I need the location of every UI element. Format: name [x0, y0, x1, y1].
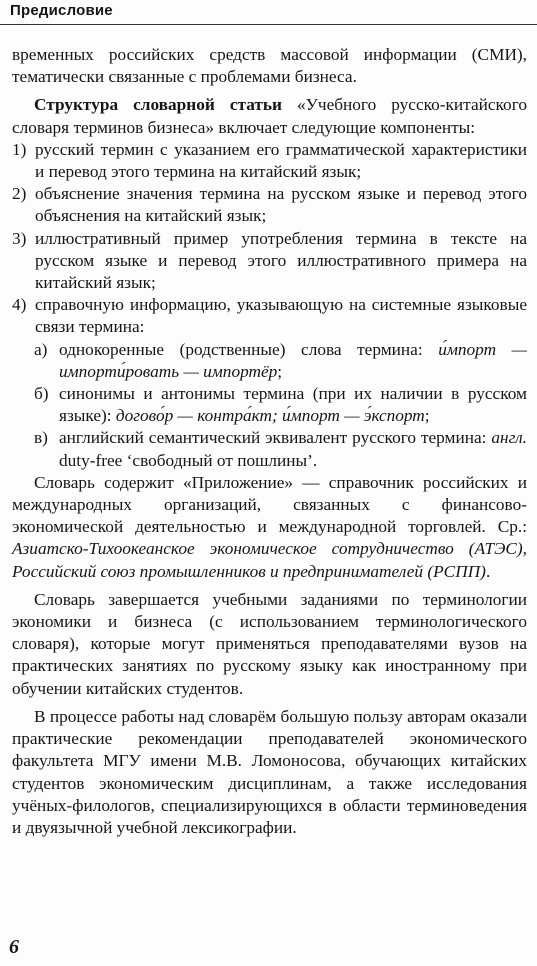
paragraph-tasks: Словарь завершается учебными заданиями по терминологии экономики и бизнеса (с использованием терминологического словаря), которые могут применяться преподавателями вузов на практических занятиях по русскому языку как иностранному при обучении китайских студентов. [12, 589, 527, 698]
sublist-item-end: ; [424, 406, 430, 426]
sublist-item-letter: б) [34, 384, 49, 404]
list-item-text: иллюстративный пример употребления термина в тексте на русском языке и перевод этого иллюстративного примера на китайский язык; [35, 228, 527, 293]
header-rule [0, 24, 537, 25]
paragraph-structure [12, 94, 527, 138]
page-number: 6 [9, 936, 19, 958]
sublist-item-example: duty-free ‘свободный от пошлины’. [59, 450, 318, 470]
list-item-number: 2) [12, 184, 27, 204]
running-title: Предисловие [10, 2, 113, 19]
list-item-text: справочную информацию, указывающую на системные языковые связи термина: [35, 295, 527, 337]
list-item [12, 139, 527, 183]
appendix-text: Словарь содержит «Приложение» — справочник российских и международных организаций, связанных с финансово-экономической деятельностью и международной торговлей. Ср.: [12, 472, 527, 537]
list-item-number: 3) [12, 228, 27, 248]
sublist-item-text: однокоренные (родственные) слова термина: [59, 339, 439, 359]
sublist-item [12, 383, 527, 427]
list-item [12, 183, 527, 227]
list-item-text: русский термин с указанием его грамматической характеристики и перевод этого термина на китайский язык; [35, 139, 527, 182]
structure-text: «Учебного русско-китайского словаря терминов бизнеса» включает следующие компоненты: [12, 95, 527, 137]
sublist-item-example: и́мпорт — импорти́ровать — импортёр [59, 339, 527, 381]
list-item-number: 1) [12, 139, 27, 159]
list-item-number: 4) [12, 295, 27, 315]
sublist-item [12, 427, 527, 471]
list-item [12, 228, 527, 295]
paragraph-appendix [12, 472, 527, 583]
appendix-end: . [485, 561, 491, 581]
sublist-item-example: догово́р — контра́кт; и́мпорт — э́кспорт [115, 406, 425, 426]
page-body [12, 44, 527, 839]
list-item-text: объяснение значения термина на русском языке и перевод этого объяснения на китайский язык; [35, 184, 527, 226]
sublist-item-abbr: англ. [491, 428, 527, 448]
appendix-examples: Азиатско-Тихоокеанское экономическое сотрудничество (АТЭС), Российский союз промышленников и предпринимателей (РСПП) [12, 539, 527, 581]
paragraph-continued: временных российских средств массовой информации (СМИ), тематически связанные с проблемами бизнеса. [12, 45, 527, 87]
sublist-item [12, 339, 527, 383]
sublist-item-letter: в) [34, 428, 48, 448]
structure-lead: Структура словарной статьи [34, 95, 282, 115]
sublist-item-end: ; [277, 361, 283, 381]
list-item [12, 294, 527, 338]
paragraph-acknowledgements: В процессе работы над словарём большую пользу авторам оказали практические рекомендации преподавателей экономического факультета МГУ имени М.В. Ломоносова, обучающих китайских студентов экономическим дисциплинам, а также исследования учёных-филологов, специализирующихся в области терминоведения и двуязычной учебной лексикографии. [12, 706, 527, 837]
sublist-item-letter: а) [34, 339, 48, 359]
sublist-item-text: английский семантический эквивалент русского термина: [59, 428, 492, 448]
sublist-item-text: синонимы и антонимы термина (при их наличии в русском языке): [59, 384, 527, 426]
